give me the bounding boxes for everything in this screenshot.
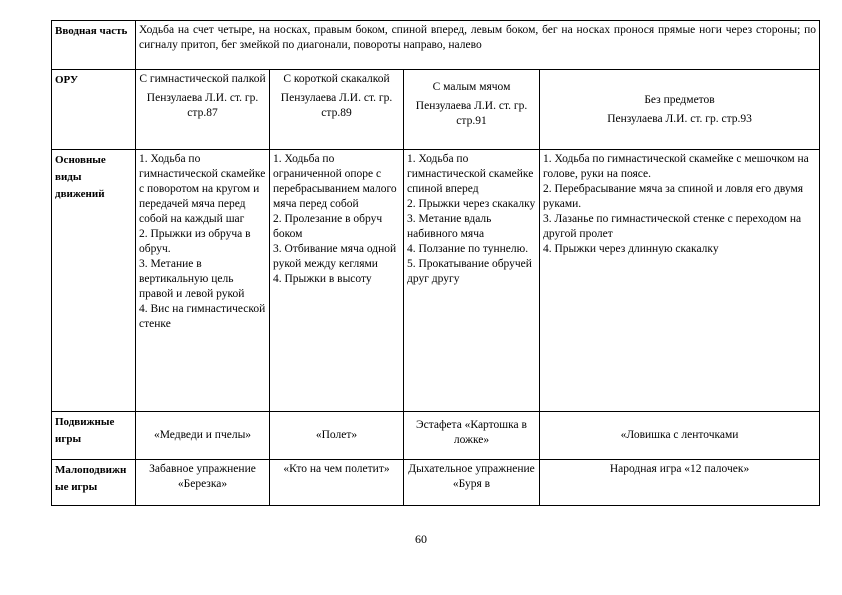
row-movements xyxy=(52,150,820,412)
list-item: 4. Вис на гимнастической стенке xyxy=(139,303,266,330)
oru-title: Без предметов xyxy=(644,93,715,106)
row-active-games xyxy=(52,412,820,460)
intro-text: Ходьба на счет четыре, на носках, правым боком, спиной вперед, левым боком, бег на носках пронося прямые ноги через стороны; по сигналу притоп, бег змейкой по диагонали, повороты направо, налево xyxy=(136,21,820,70)
oru-cell xyxy=(540,70,820,150)
oru-reference: Пензулаева Л.И. ст. гр. стр.93 xyxy=(607,112,752,125)
oru-reference: Пензулаева Л.И. ст. гр. стр.91 xyxy=(415,100,528,127)
list-item: 1. Ходьба по гимнастической скамейке с мешочком на голове, руки на поясе. xyxy=(543,153,809,180)
row-low-mobility xyxy=(52,460,820,506)
list-item: 3. Метание в вертикальную цель правой и левой рукой xyxy=(139,258,245,300)
row-intro xyxy=(52,21,820,70)
oru-cell xyxy=(270,70,404,150)
oru-cell xyxy=(404,70,540,150)
oru-reference: Пензулаева Л.И. ст. гр. стр.89 xyxy=(280,92,393,119)
game-cell: Дыхательное упражнение «Буря в xyxy=(404,460,540,506)
list-item: 4. Прыжки в высоту xyxy=(273,273,372,285)
game-cell: «Медведи и пчелы» xyxy=(136,412,270,460)
row-header-active-games: Подвижные игры xyxy=(52,412,136,460)
list-item: 3. Лазанье по гимнастической стенке с переходом на другой пролет xyxy=(543,213,802,240)
row-header-movements: Основные виды движений xyxy=(52,150,136,412)
game-cell: Эстафета «Картошка в ложке» xyxy=(404,412,540,460)
row-header-low-mobility: Малоподвижные игры xyxy=(52,460,136,506)
list-item: 5. Прокатывание обручей друг другу xyxy=(407,258,532,285)
list-item: 1. Ходьба по гимнастической скамейке с поворотом на кругом и передачей мяча перед собой на каждый шаг xyxy=(139,153,266,225)
list-item: 3. Метание вдаль набивного мяча xyxy=(407,213,492,240)
list-item: 4. Ползание по туннелю. xyxy=(407,243,529,255)
movements-cell xyxy=(270,150,404,412)
list-item: 1. Ходьба по гимнастической скамейке спиной вперед xyxy=(407,153,534,195)
oru-title: С гимнастической палкой xyxy=(139,73,266,85)
oru-reference: Пензулаева Л.И. ст. гр. стр.87 xyxy=(146,92,259,119)
game-cell: «Полет» xyxy=(270,412,404,460)
oru-title: С короткой скакалкой xyxy=(283,73,390,85)
list-item: 2. Прыжки через скакалку xyxy=(407,198,536,210)
movements-cell xyxy=(136,150,270,412)
game-cell: «Кто на чем полетит» xyxy=(270,460,404,506)
list-item: 2. Прыжки из обруча в обруч. xyxy=(139,228,251,255)
list-item: 4. Прыжки через длинную скакалку xyxy=(543,243,719,255)
movements-cell xyxy=(540,150,820,412)
page-number: 60 xyxy=(415,532,427,546)
row-header-intro: Вводная часть xyxy=(52,21,136,70)
game-cell: Забавное упражнение «Березка» xyxy=(136,460,270,506)
row-oru xyxy=(52,70,820,150)
oru-cell xyxy=(136,70,270,150)
list-item: 3. Отбивание мяча одной рукой между кеглями xyxy=(273,243,397,270)
game-cell: Народная игра «12 палочек» xyxy=(540,460,820,506)
movements-cell xyxy=(404,150,540,412)
list-item: 2. Пролезание в обруч боком xyxy=(273,213,383,240)
lesson-plan-table xyxy=(51,20,820,506)
list-item: 2. Перебрасывание мяча за спиной и ловля его двумя руками. xyxy=(543,183,804,210)
row-header-oru: ОРУ xyxy=(52,70,136,150)
oru-title: С малым мячом xyxy=(432,81,511,93)
list-item: 1. Ходьба по ограниченной опоре с перебрасыванием малого мяча перед собой xyxy=(273,153,397,210)
game-cell: «Ловишка с ленточками xyxy=(540,412,820,460)
